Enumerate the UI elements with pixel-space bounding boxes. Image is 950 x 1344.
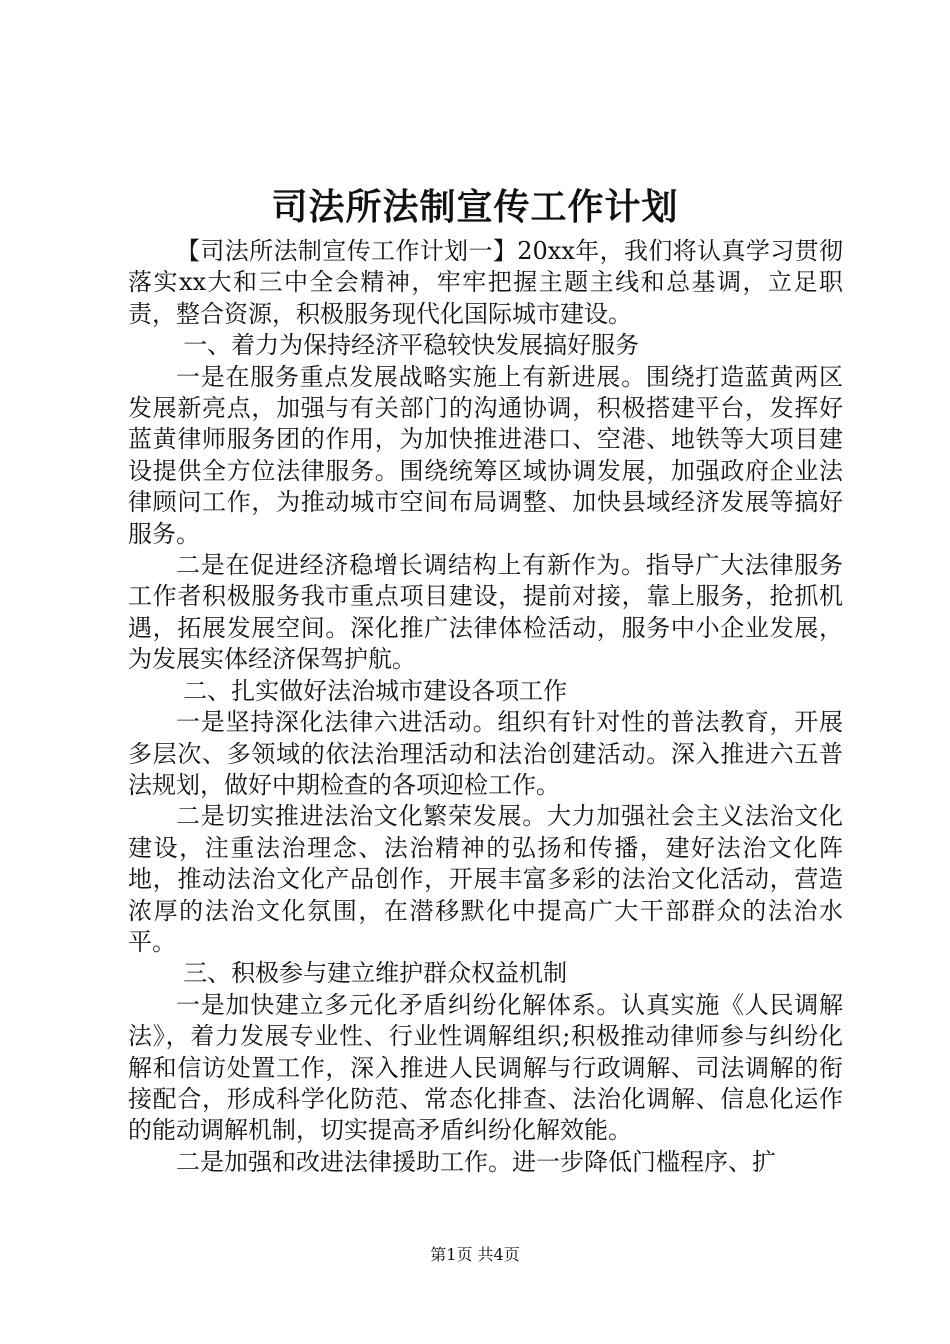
page-footer: 第1页 共4页 — [430, 1245, 520, 1264]
body-paragraph: 二是加强和改进法律援助工作。进一步降低门槛程序、扩 — [176, 1147, 776, 1176]
body-paragraph: 二是在促进经济稳增长调结构上有新作为。指导广大法律服务工作者积极服务我市重点项目建设，提前对接，靠上服务，抢抓机遇，拓展发展空间。深化推广法律体检活动，服务中小企业发展，为发展实体经济保驾护航。 — [128, 551, 843, 674]
body-paragraph: 一是在服务重点发展战略实施上有新进展。围绕打造蓝黄两区发展新亮点，加强与有关部门的沟通协调，积极搭建平台，发挥好蓝黄律师服务团的作用，为加快推进港口、空港、地铁等大项目建设提供全方位法律服务。围绕统筹区域协调发展，加强政府企业法律顾问工作，为推动城市空间布局调整、加快县域经济发展等搞好服务。 — [128, 362, 843, 548]
body-paragraph: 一是加快建立多元化矛盾纠纷化解体系。认真实施《人民调解法》，着力发展专业性、行业性调解组织;积极推动律师参与纠纷化解和信访处置工作，深入推进人民调解与行政调解、司法调解的衔接配合，形成科学化防范、常态化排查、法治化调解、信息化运作的能动调解机制，切实提高矛盾纠纷化解效能。 — [128, 990, 843, 1145]
document-title: 司法所法制宣传工作计划 — [271, 186, 679, 228]
intro-paragraph: 【司法所法制宣传工作计划一】20xx年，我们将认真学习贯彻落实xx大和三中全会精神，牢牢把握主题主线和总基调，立足职责，整合资源，积极服务现代化国际城市建设。 — [128, 237, 843, 328]
body-paragraph: 二是切实推进法治文化繁荣发展。大力加强社会主义法治文化建设，注重法治理念、法治精神的弘扬和传播，建好法治文化阵地，推动法治文化产品创作，开展丰富多彩的法治文化活动，营造浓厚的法治文化氛围，在潜移默化中提高广大干部群众的法治水平。 — [128, 802, 843, 956]
document-body — [128, 236, 843, 1178]
section-heading-1: 一、着力为保持经济平稳较快发展搞好服务 — [183, 331, 640, 360]
section-heading-2: 二、扎实做好法治城市建设各项工作 — [183, 676, 568, 705]
body-paragraph: 一是坚持深化法律六进活动。组织有针对性的普法教育，开展多层次、多领域的依法治理活动和法治创建活动。深入推进六五普法规划，做好中期检查的各项迎检工作。 — [128, 708, 843, 799]
section-heading-3: 三、积极参与建立维护群众权益机制 — [183, 959, 568, 988]
